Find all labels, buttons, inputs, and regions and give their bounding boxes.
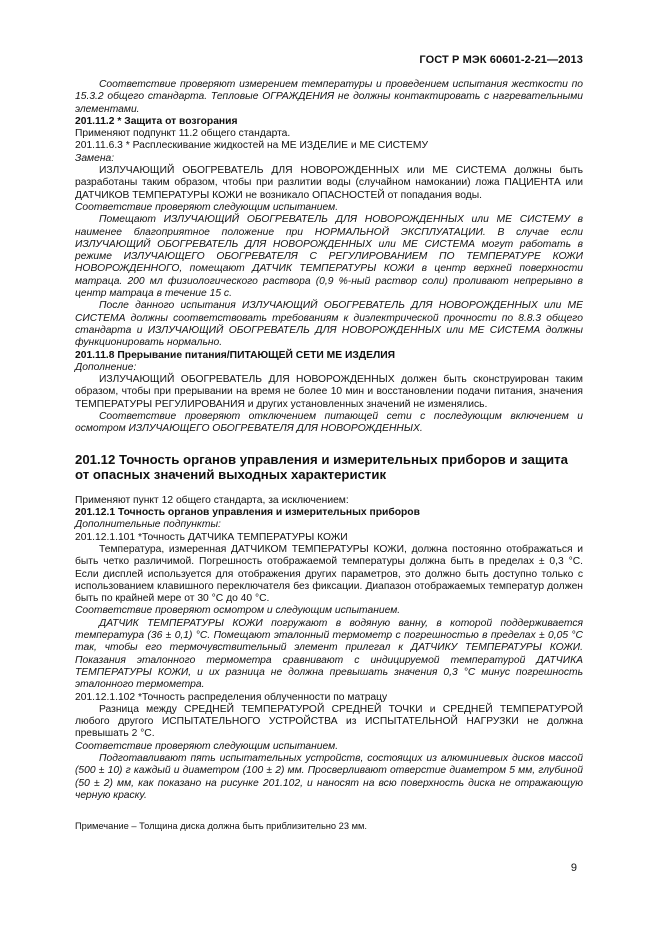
clause-title-201-11-6-3: 201.11.6.3 * Расплескивание жидкостей на МЕ ИЗДЕЛИЕ и МЕ СИСТЕМУ [75, 140, 428, 152]
paragraph: Замена: [75, 152, 115, 164]
paragraph: После данного испытания ИЗЛУЧАЮЩИЙ ОБОГРЕВАТЕЛЬ ДЛЯ НОВОРОЖДЕННЫХ или МЕ СИСТЕМА должны соответствовать требованиям к диэлектрической прочности по 8.8.3 общего стандарта и ИЗЛУЧАЮЩИЙ ОБОГРЕВАТЕЛЬ ДЛЯ НОВОРОЖДЕННЫХ или МЕ СИСТЕМА должны функционировать нормально. [75, 300, 583, 349]
document-body [75, 79, 583, 833]
paragraph: Соответствие проверяют отключением питающей сети с последующим включением и осмотром ИЗЛУЧАЮЩЕГО ОБОГРЕВАТЕЛЯ ДЛЯ НОВОРОЖДЕННЫХ. [75, 411, 583, 435]
note: Примечание – Толщина диска должна быть приблизительно 23 мм. [75, 821, 367, 832]
paragraph: Подготавливают пять испытательных устройств, состоящих из алюминиевых дисков массой (500 ± 10) г каждый и диаметром (100 ± 2) мм. Просверливают отверстие диаметром 5 мм, глубиной (50 ± 2) мм, как показано на рисунке 201.102, и наносят на всю поверхность диска не отражающую черную краску. [75, 753, 583, 801]
paragraph: Разница между СРЕДНЕЙ ТЕМПЕРАТУРОЙ СРЕДНЕЙ ТОЧКИ и СРЕДНЕЙ ТЕМПЕРАТУРОЙ любого другого ИСПЫТАТЕЛЬНОГО УСТРОЙСТВА из ИСПЫТАТЕЛЬНОЙ НАГРУЗКИ не должна превышать 2 °С. [75, 703, 583, 740]
paragraph: Соответствие проверяют измерением температуры и проведением испытания жесткости по 15.3.2 общего стандарта. Тепловые ОГРАЖДЕНИЯ не должны контактировать с нагревательными элементами. [75, 79, 583, 115]
paragraph: ДАТЧИК ТЕМПЕРАТУРЫ КОЖИ погружают в водяную ванну, в которой поддерживается температура (36 ± 0,1) °С. Помещают эталонный термометр с погрешностью в пределах ± 0,05 °С так, чтобы его термочувствительный элемент прилегал к ДАТЧИКУ ТЕМПЕРАТУРЫ КОЖИ. Показания эталонного термометра сравнивают с индицируемой температурой ДАТЧИКА ТЕМПЕРАТУРЫ КОЖИ, и их разница не должна превышать значения 0,3 °С минус погрешность эталонного термометра. [75, 617, 583, 691]
subsection-heading-201-11-8: 201.11.8 Прерывание питания/ПИТАЮЩЕЙ СЕТИ МЕ ИЗДЕЛИЯ [75, 349, 396, 361]
section-heading-201-12: 201.12 Точность органов управления и измерительных приборов и защита от опасных значений выходных характеристик [75, 451, 568, 483]
paragraph: Соответствие проверяют следующим испытанием. [75, 201, 339, 213]
clause-title-201-12-1-102: 201.12.1.102 *Точность распределения облученности по матрацу [75, 691, 388, 703]
page-number: 9 [570, 862, 577, 874]
subsection-heading-201-11-2: 201.11.2 * Защита от возгорания [75, 115, 238, 127]
paragraph: Температура, измеренная ДАТЧИКОМ ТЕМПЕРАТУРЫ КОЖИ, должна постоянно отображаться и быть четко различимой. Погрешность отображаемой температуры должна быть в пределах ± 0,3 °С. Если дисплей используется для отображения других параметров, это должно быть доступно только с использованием клавишного переключателя без фиксации. Диапазон отображаемых температур должен быть по крайней мере от 30 °С до 40 °С. [75, 543, 583, 605]
paragraph: ИЗЛУЧАЮЩИЙ ОБОГРЕВАТЕЛЬ ДЛЯ НОВОРОЖДЕННЫХ или МЕ СИСТЕМА должны быть разработаны таким образом, чтобы при разлитии воды (случайном намокании) ложа ПАЦИЕНТА или ДАТЧИКОВ ТЕМПЕРАТУРЫ КОЖИ не возникало ОПАСНОСТЕЙ от попадания воды. [75, 165, 583, 201]
paragraph: Дополнительные подпункты: [75, 519, 221, 531]
subsection-heading-201-12-1: 201.12.1 Точность органов управления и измерительных приборов [75, 507, 420, 519]
paragraph: Помещают ИЗЛУЧАЮЩИЙ ОБОГРЕВАТЕЛЬ ДЛЯ НОВОРОЖДЕННЫХ или МЕ СИСТЕМУ в наименее благоприятное положение при НОРМАЛЬНОЙ ЭКСПЛУАТАЦИИ. В случае если ИЗЛУЧАЮЩИЙ ОБОГРЕВАТЕЛЬ ДЛЯ НОВОРОЖДЕННЫХ или МЕ СИСТЕМА могут работать в режиме ИЗЛУЧАЮЩЕГО ОБОГРЕВАТЕЛЯ С РЕГУЛИРОВАНИЕМ ПО ТЕМПЕРАТУРЕ КОЖИ НОВОРОЖДЕННОГО, помещают ДАТЧИК ТЕМПЕРАТУРЫ КОЖИ в центр верхней поверхности матраца. 200 мл физиологического раствора (0,9 %-ный раствор соли) проливают непрерывно в центр матраца в течение 15 с. [75, 214, 583, 300]
paragraph: ИЗЛУЧАЮЩИЙ ОБОГРЕВАТЕЛЬ ДЛЯ НОВОРОЖДЕННЫХ должен быть сконструирован таким образом, чтобы при прерывании на время не более 10 мин и восстановлении подачи питания, значения ТЕМПЕРАТУРЫ РЕГУЛИРОВАНИЯ и других установленных значений не изменялись. [75, 374, 583, 410]
paragraph: Применяют пункт 12 общего стандарта, за исключением: [75, 494, 349, 506]
paragraph: Соответствие проверяют следующим испытанием. [75, 740, 339, 752]
document-code: ГОСТ Р МЭК 60601-2-21—2013 [419, 54, 583, 66]
paragraph: Дополнение: [75, 361, 137, 373]
clause-title-201-12-1-101: 201.12.1.101 *Точность ДАТЧИКА ТЕМПЕРАТУРЫ КОЖИ [75, 531, 348, 543]
paragraph: Соответствие проверяют осмотром и следующим испытанием. [75, 605, 401, 617]
paragraph: Применяют подпункт 11.2 общего стандарта. [75, 128, 291, 140]
